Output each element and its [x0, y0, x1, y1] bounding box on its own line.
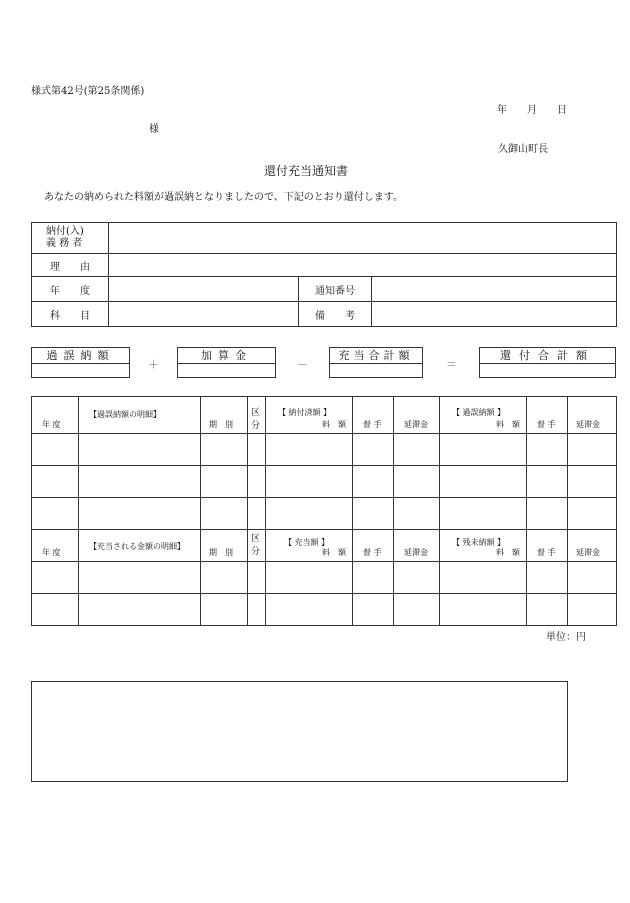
- applied-detail-header: 【充当される金額の明細】: [79, 530, 201, 562]
- added-amount-box: 加算金: [177, 347, 276, 378]
- recipient-suffix: 様: [149, 124, 159, 135]
- detail-header: 【過誤納額の明細】: [79, 397, 201, 434]
- payer-label: 納付(入) 義 務 者: [32, 223, 109, 254]
- kubun-header: 区分: [248, 397, 266, 434]
- table-row: [32, 498, 617, 530]
- subject-label: 科 目: [32, 302, 109, 327]
- info-table: [31, 222, 617, 327]
- period-header: 期 別: [201, 397, 248, 434]
- remarks-value: [372, 302, 617, 327]
- notes-box: [31, 681, 568, 782]
- remarks-label: 備 考: [299, 302, 372, 327]
- detail-table: [31, 396, 617, 626]
- lead-text: あなたの納められた料額が過誤納となりましたので、下記のとおり還付します。: [44, 192, 403, 203]
- unpaid-amount-header: 【 残未納額 】 料 額: [440, 530, 527, 562]
- detail-header-applied: [32, 530, 617, 562]
- equals-sign: ＝: [446, 358, 457, 371]
- notice-number-value: [372, 277, 617, 302]
- year-header: 年 度: [32, 397, 79, 434]
- year-value: [109, 277, 299, 302]
- reason-label: 理 由: [32, 254, 109, 277]
- year-label: 年 度: [32, 277, 109, 302]
- plus-sign: ＋: [148, 358, 159, 371]
- late-fee-header: 延滞金: [394, 397, 440, 434]
- tokushu-header-3: 督 手: [353, 530, 394, 562]
- paid-amount-header: 【 納付済額 】 料 額: [266, 397, 353, 434]
- overpaid-box: 過誤納額: [31, 347, 130, 378]
- issuer-name: 久御山町長: [498, 144, 548, 155]
- reason-value: [109, 254, 617, 277]
- payer-value: [109, 223, 617, 254]
- subject-value: [109, 302, 299, 327]
- tokushu-header-4: 督 手: [527, 530, 568, 562]
- form-number: 様式第42号(第25条関係): [31, 86, 145, 97]
- tokushu-header-2: 督 手: [527, 397, 568, 434]
- date-label: 年 月 日: [497, 105, 567, 116]
- minus-sign: －: [297, 358, 308, 371]
- applied-total-box: 充当合計額: [329, 347, 423, 378]
- applied-amount-header: 【 充当額 】 料 額: [266, 530, 353, 562]
- late-fee-header-2: 延滞金: [568, 397, 617, 434]
- unit-label: 単位：円: [546, 632, 586, 643]
- notice-number-label: 通知番号: [299, 277, 372, 302]
- period-header-2: 期 別: [201, 530, 248, 562]
- table-row: [32, 594, 617, 626]
- year-header-2: 年 度: [32, 530, 79, 562]
- table-row: [32, 434, 617, 466]
- detail-header-overpaid: [32, 397, 617, 434]
- tokushu-header: 督 手: [353, 397, 394, 434]
- table-row: [32, 466, 617, 498]
- overpaid-amount-header: 【 過誤納額 】 料 額: [440, 397, 527, 434]
- late-fee-header-4: 延滞金: [568, 530, 617, 562]
- kubun-header-2: 区分: [248, 530, 266, 562]
- table-row: [32, 562, 617, 594]
- document-title: 還付充当通知書: [264, 164, 349, 178]
- refund-total-box: 還付合計額: [479, 347, 616, 378]
- late-fee-header-3: 延滞金: [394, 530, 440, 562]
